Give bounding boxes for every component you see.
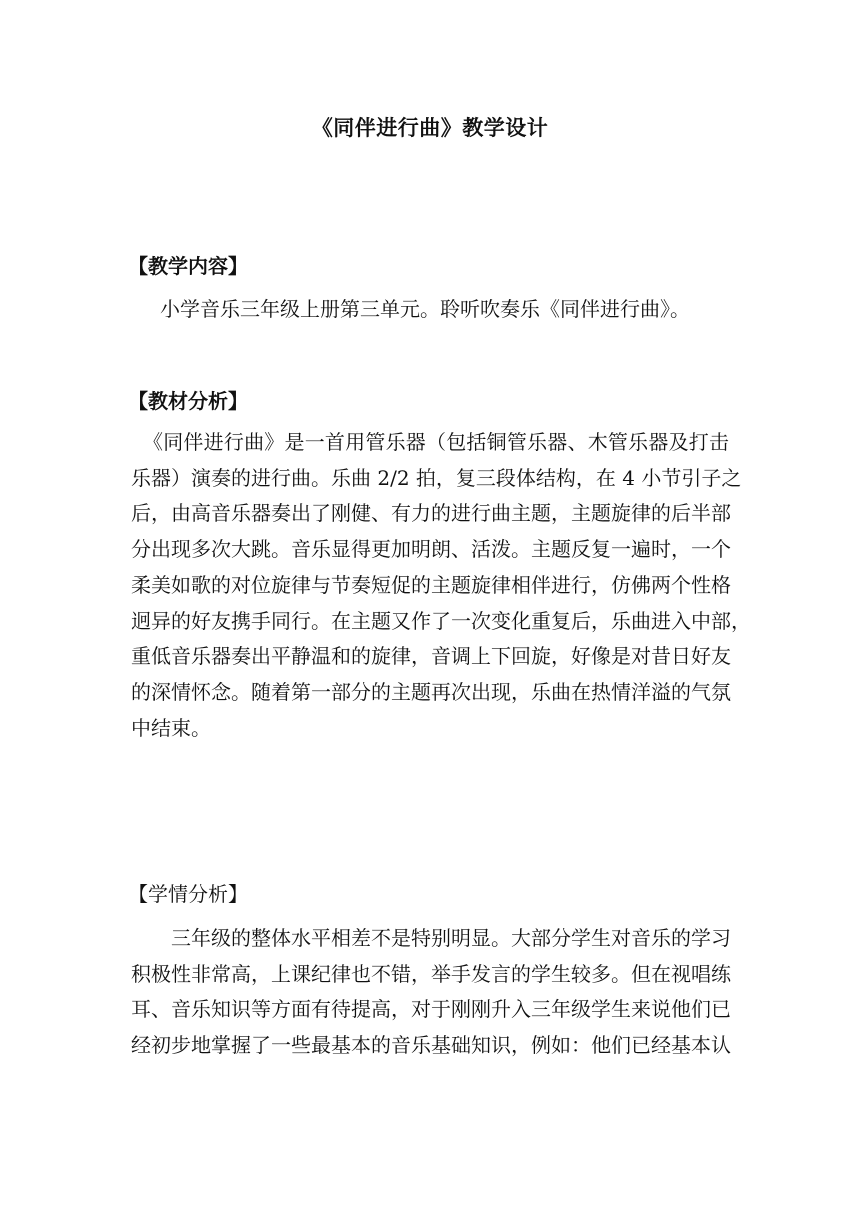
section-paragraph-material-analysis [131, 425, 751, 746]
paragraph-line: 后，由高音乐器奏出了刚健、有力的进行曲主题，主题旋律的后半部 [131, 501, 731, 526]
section-heading-teaching-content: 【教学内容】 [128, 254, 248, 278]
paragraph-line: 《同伴进行曲》是一首用管乐器（包括铜管乐器、木管乐器及打击 [143, 430, 729, 454]
paragraph-line: 经初步地掌握了一些最基本的音乐基础知识，例如：他们已经基本认 [131, 1033, 731, 1058]
paragraph-line: 的深情怀念。随着第一部分的主题再次出现，乐曲在热情洋溢的气氛 [131, 679, 731, 704]
paragraph-line: 分出现多次大跳。音乐显得更加明朗、活泼。主题反复一遍时，一个 [131, 537, 731, 562]
section-paragraph-teaching-content [160, 292, 740, 328]
paragraph-line: 积极性非常高，上课纪律也不错，举手发言的学生较多。但在视唱练 [131, 961, 731, 986]
section-paragraph-student-analysis [131, 921, 729, 1064]
paragraph-line: 耳、音乐知识等方面有待提高，对于刚刚升入三年级学生来说他们已 [131, 997, 731, 1022]
document-title: 《同伴进行曲》教学设计 [311, 115, 549, 140]
section-heading-student-analysis: 【学情分析】 [128, 882, 248, 906]
paragraph-line: 中结束。 [131, 715, 211, 740]
paragraph-line: 小学音乐三年级上册第三单元。聆听吹奏乐《同伴进行曲》。 [160, 297, 690, 321]
paragraph-line: 乐器）演奏的进行曲。乐曲 2/2 拍，复三段体结构，在 4 小节引子之 [131, 465, 742, 490]
paragraph-line: 柔美如歌的对位旋律与节奏短促的主题旋律相伴进行，仿佛两个性格 [131, 572, 731, 597]
paragraph-line: 迥异的好友携手同行。在主题又作了一次变化重复后，乐曲进入中部， [131, 608, 751, 633]
paragraph-line: 三年级的整体水平相差不是特别明显。大部分学生对音乐的学习 [171, 926, 731, 950]
paragraph-line: 重低音乐器奏出平静温和的旋律，音调上下回旋，好像是对昔日好友 [131, 644, 731, 669]
section-heading-material-analysis: 【教材分析】 [128, 389, 248, 413]
